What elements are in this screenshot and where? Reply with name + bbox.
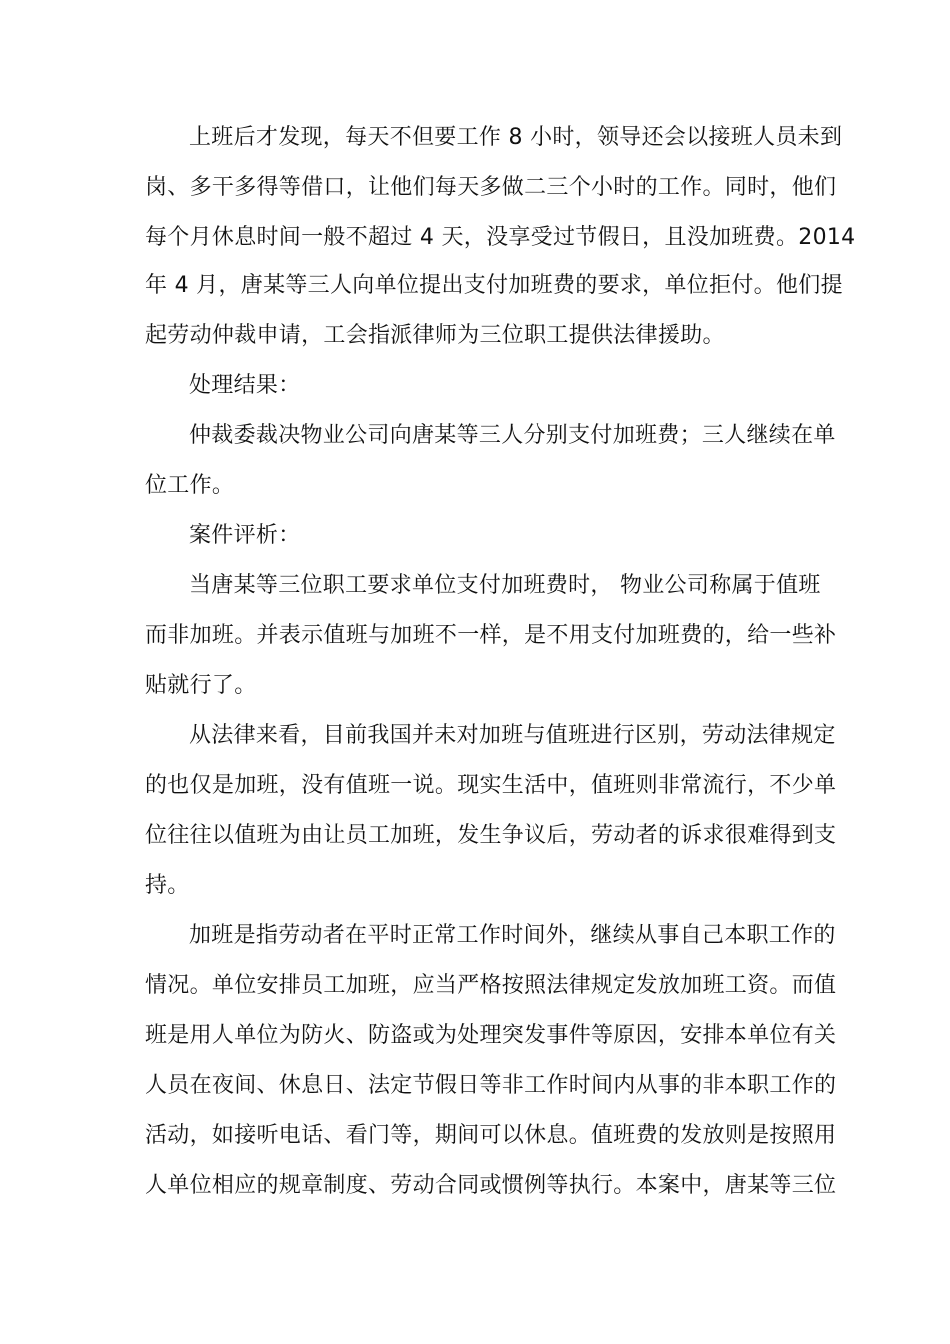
text-line: 而非加班。并表示值班与加班不一样，是不用支付加班费的，给一些补 <box>145 623 837 648</box>
text-line: 人单位相应的规章制度、劳动合同或惯例等执行。本案中，唐某等三位 <box>145 1173 837 1198</box>
text-line: 人员在夜间、休息日、法定节假日等非工作时间内从事的非本职工作的 <box>145 1073 837 1098</box>
text-line: 年 4 月，唐某等三人向单位提出支付加班费的要求，单位拒付。他们提 <box>145 273 843 298</box>
text-line: 活动，如接听电话、看门等，期间可以休息。值班费的发放则是按照用 <box>145 1123 837 1148</box>
text-line: 起劳动仲裁申请，工会指派律师为三位职工提供法律援助。 <box>145 323 725 348</box>
text-line: 贴就行了。 <box>145 673 257 698</box>
text-line: 加班是指劳动者在平时正常工作时间外，继续从事自己本职工作的 <box>189 923 836 948</box>
text-line: 岗、多干多得等借口，让他们每天多做二三个小时的工作。同时，他们 <box>145 175 837 200</box>
text-line: 当唐某等三位职工要求单位支付加班费时， 物业公司称属于值班 <box>189 573 821 598</box>
text-line: 每个月休息时间一般不超过 4 天，没享受过节假日，且没加班费。2014 <box>145 225 856 250</box>
text-line: 仲裁委裁决物业公司向唐某等三人分别支付加班费；三人继续在单 <box>189 423 836 448</box>
text-line: 班是用人单位为防火、防盗或为处理突发事件等原因，安排本单位有关 <box>145 1023 837 1048</box>
text-line: 情况。单位安排员工加班，应当严格按照法律规定发放加班工资。而值 <box>145 973 837 998</box>
text-line: 上班后才发现，每天不但要工作 8 小时，领导还会以接班人员未到 <box>189 125 843 150</box>
text-line: 位往往以值班为由让员工加班，发生争议后，劳动者的诉求很难得到支 <box>145 823 837 848</box>
text-line: 持。 <box>145 873 190 898</box>
section-heading: 处理结果： <box>189 373 301 398</box>
text-line: 位工作。 <box>145 473 235 498</box>
section-heading: 案件评析： <box>189 523 301 548</box>
text-line: 的也仅是加班，没有值班一说。现实生活中，值班则非常流行，不少单 <box>145 773 837 798</box>
text-line: 从法律来看，目前我国并未对加班与值班进行区别，劳动法律规定 <box>189 723 836 748</box>
